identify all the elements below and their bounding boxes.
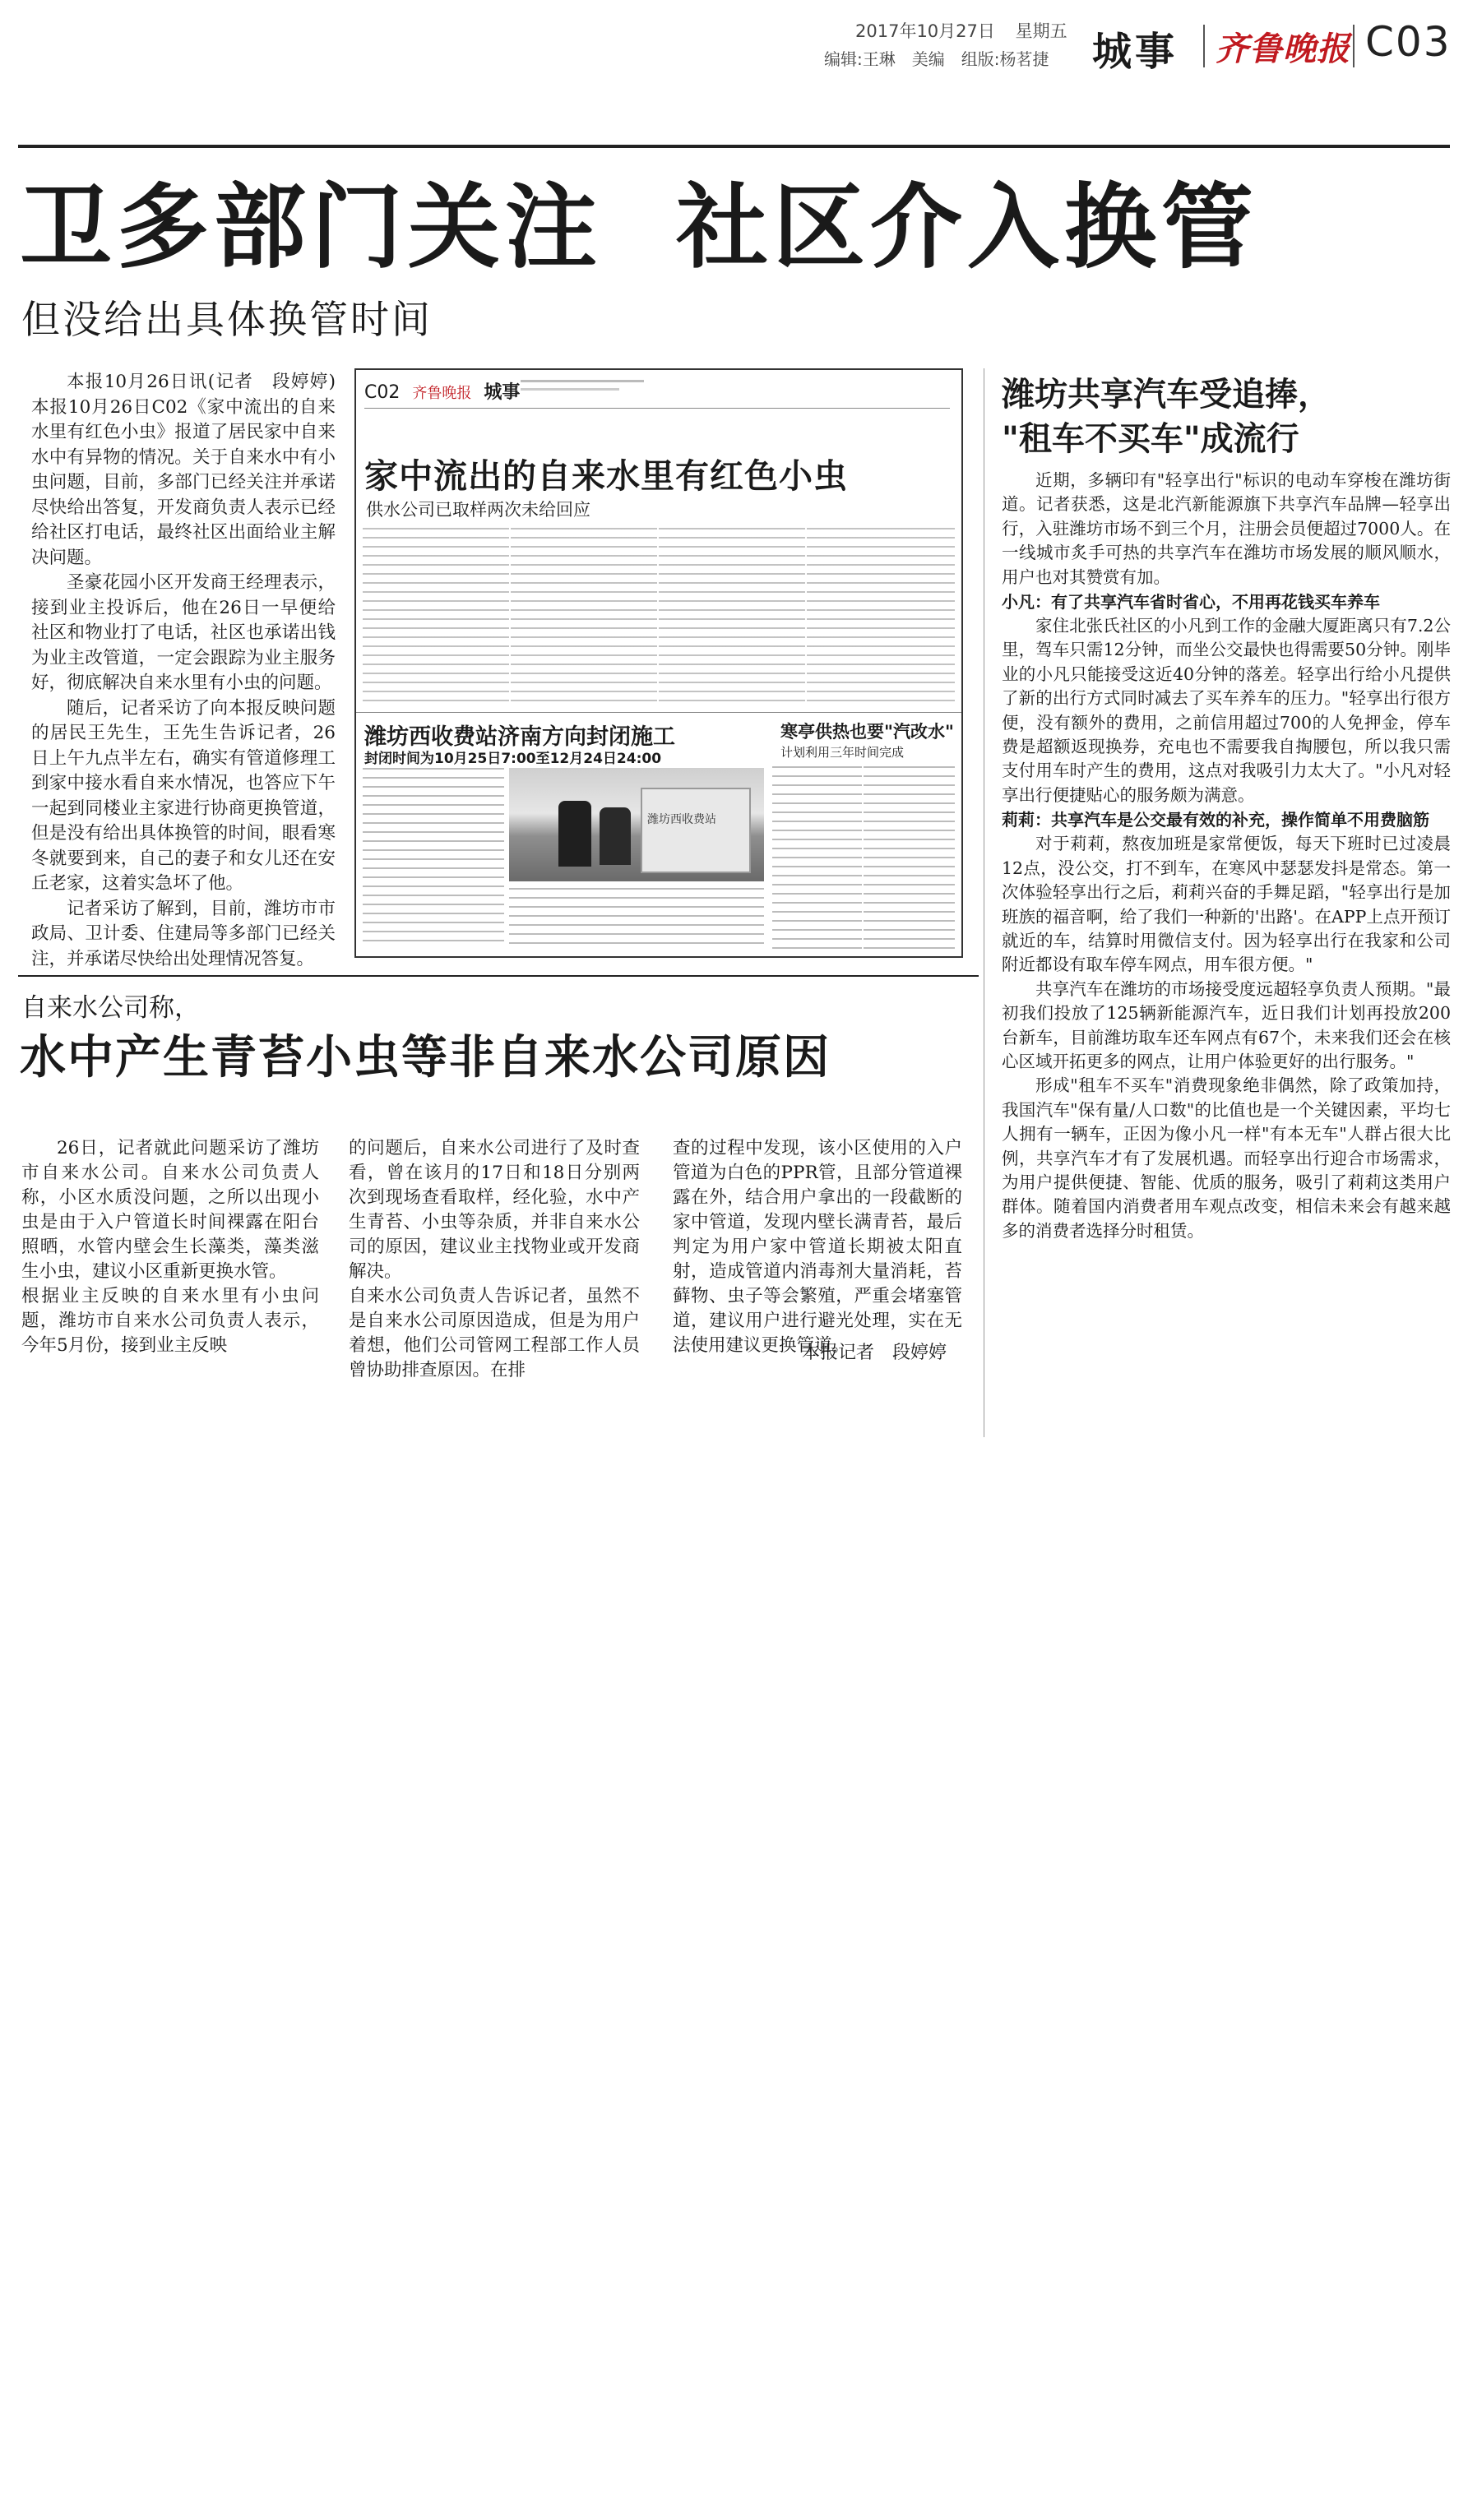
inset-body-text-block [772,766,955,949]
inset-header-line [521,388,619,391]
inset-story3-sub: 计划利用三年时间完成 [780,745,905,760]
water-col-text: 的问题后，自来水公司进行了及时查看，曾在该月的17日和18日分别两次到现场查看取样，经化验，水中产生青苔、小虫等杂质，并非自来水公司的原因，建议业主找物业或开发商解决。 自来水公司负责人告诉记者，虽然不是自来水公司原因造成，但是为用户着想，他们公司管网工程部工作人员曾协助排查原因。在排 [349,1138,640,1380]
header-date: 2017年10月27日 [855,21,995,41]
inset-subheadline: 供水公司已取样两次未给回应 [366,500,590,520]
inset-col-gap [509,526,511,711]
inset-col-gap [657,526,659,711]
car-article-body [1002,469,1451,1365]
section-rule [18,975,979,977]
inset-col-gap [862,765,864,950]
inset-col-gap [805,526,807,711]
car-paragraph: 形成"租车不买车"消费现象绝非偶然，除了政策加持，我国汽车"保有量/人口数"的比值也是一个关键因素，平均七人拥有一辆车，正因为像小凡一样"有本无车"人群占很大比例，共享汽车才有了发展机遇。而轻享出行迎合市场需求，为用户提供便捷、智能、优质的服务，吸引了莉莉这类用户群体。随着国内消费者用车观点改变，相信未来会有越来越多的消费者选择分时租赁。 [1002,1075,1451,1241]
photo-figure [600,807,631,865]
inset-photo [509,768,764,881]
header-editors: 编辑:王琳 美编 组版:杨茗捷 [824,49,1049,69]
header-rule [18,145,1450,148]
car-paragraph: 近期，多辆印有"轻享出行"标识的电动车穿梭在潍坊街道。记者获悉，这是北汽新能源旗下共享汽车品牌—轻享出行，入驻潍坊市场不到三个月，注册会员便超过7000人。在一线城市炙手可热的共享汽车在潍坊市场发展的顺风顺水，用户也对其赞赏有加。 [1002,470,1451,587]
inset-body-text-block [509,888,764,949]
water-col-2 [349,1087,640,1416]
inset-header-line [521,380,644,382]
main-paragraph: 圣豪花园小区开发商王经理表示，接到业主投诉后，他在26日一早便给社区和物业打了电话，社区也承诺出钱为业主改管道，一定会跟踪为业主服务好，彻底解决自来水里有小虫的问题。 [31,572,336,693]
car-headline-2: "租车不买车"成流行 [1002,420,1299,458]
car-paragraph: 对于莉莉，熬夜加班是家常便饭，每天下班时已过凌晨12点，没公交，打不到车，在寒风中瑟瑟发抖是常态。第一次体验轻享出行之后，莉莉兴奋的手舞足蹈，"轻享出行是加班族的福音啊，给了我们一种新的'出路'。在APP上点开预订就近的车，结算时用微信支付。因为轻享出行在我家和公司附近都设有取车停车网点，用车很方便。" [1002,834,1451,975]
main-paragraph: 记者采访了解到，目前，潍坊市市政局、卫计委、住建局等多部门已经关注，并承诺尽快给出处理情况答复。 [31,898,336,969]
inset-body-text-block [363,528,955,709]
inset-rule [356,712,961,713]
inset-page-tag: C02 [364,382,401,403]
inset-story2-headline: 潍坊西收费站济南方向封闭施工 [364,724,675,750]
page-number: C03 [1365,18,1452,66]
inset-headline: 家中流出的自来水里有红色小虫 [364,456,848,496]
water-col-text: 26日，记者就此问题采访了潍坊市自来水公司。自来水公司负责人称，小区水质没问题，之所以出现小虫是由于入户管道长时间裸露在阳台照晒，水管内壁会生长藻类，藻类滋生小虫，建议小区重新更换水管。 根据业主反映的自来水里有小虫问题，潍坊市自来水公司负责人表示，今年5月份，接到业主反映 [21,1138,319,1356]
header-weekday: 星期五 [1015,21,1067,41]
photo-figure [558,801,591,867]
main-paragraph: 随后，记者采访了向本报反映问题的居民王先生，王先生告诉记者，26日上午九点半左右，确实有管道修理工到家中接水看自来水情况，也答应下午一起到同楼业主家进行协商更换管道，但是没有给出具体换管的时间，眼看寒冬就要到来，自己的妻子和女儿还在安丘老家，这着实急坏了他。 [31,697,336,894]
water-col-text: 查的过程中发现，该小区使用的入户管道为白色的PPR管，且部分管道裸露在外，结合用户拿出的一段截断的家中管道，发现内壁长满青苔，最后判定为用户家中管道长期被太阳直射，造成管道内消毒剂大量消耗，苔藓物、虫子等会繁殖，严重会堵塞管道，建议用户进行避光处理，实在无法使用建议更换管道。 [673,1138,962,1356]
photo-sign-board [641,788,751,873]
inset-rule [364,408,950,409]
main-subheadline: 但没给出具体换管时间 [21,298,433,343]
paper-logo: 齐鲁晚报 [1216,30,1350,68]
water-kicker: 自来水公司称， [21,993,200,1023]
inset-clipping [354,368,963,958]
main-headline: 卫多部门关注 社区介入换管 [20,174,1258,281]
inset-story2-sub: 封闭时间为10月25日7:00至12月24日24:00 [364,751,662,767]
header-date-line [855,18,1067,43]
water-col-1 [21,1087,319,1416]
inset-logo: 齐鲁晚报 [412,385,472,402]
main-paragraph: 本报10月26日讯(记者 段婷婷)本报10月26日C02《家中流出的自来水里有红色小虫》报道了居民家中自来水中有异物的情况。关于自来水中有小虫问题，目前，多部门已经关注并承诺尽快给出答复，开发商负责人表示已经给社区打电话，最终社区出面给业主解决问题。 [31,372,336,568]
car-paragraph: 共享汽车在潍坊的市场接受度远超轻享负责人预期。"最初我们投放了125辆新能源汽车，近日我们计划再投放200台新车，目前潍坊取车还车网点有67个，未来我们还会在核心区域开拓更多的网点，让用户体验更好的出行服务。" [1002,978,1451,1071]
car-headline-1: 潍坊共享汽车受追捧， [1002,376,1331,414]
header-divider-2 [1353,25,1355,67]
header-section: 城事 [1092,29,1179,75]
car-subhead-2: 莉莉：共享汽车是公交最有效的补充，操作简单不用费脑筋 [1002,810,1429,830]
car-subhead-1: 小凡：有了共享汽车省时省心，不用再花钱买车养车 [1002,592,1380,613]
header-divider [1203,25,1205,67]
inset-section: 城事 [484,382,521,403]
inset-story3-headline: 寒亭供热也要"汽改水" [780,722,954,742]
photo-sign-text: 潍坊西收费站 [647,813,716,826]
water-byline: 本报记者 段婷婷 [802,1343,947,1363]
inset-header [364,378,520,404]
main-article-body [31,370,336,969]
inset-body-text-block [363,768,504,949]
car-paragraph: 家住北张氏社区的小凡到工作的金融大厦距离只有7.2公里，驾车只需12分钟，而坐公交最快也得需要50分钟。刚毕业的小凡只能接受这近40分钟的落差。轻享出行给小凡提供了新的出行方式同时减去了买车养车的压力。"轻享出行很方便，没有额外的费用，之前信用超过700的人免押金，停车费是超额返现换券，充电也不需要我自掏腰包，所以我只需支付用车时产生的费用，这点对我吸引力太大了。"小凡对轻享出行便捷贴心的服务颇为满意。 [1002,616,1451,805]
water-headline: 水中产生青苔小虫等非自来水公司原因 [20,1031,831,1084]
